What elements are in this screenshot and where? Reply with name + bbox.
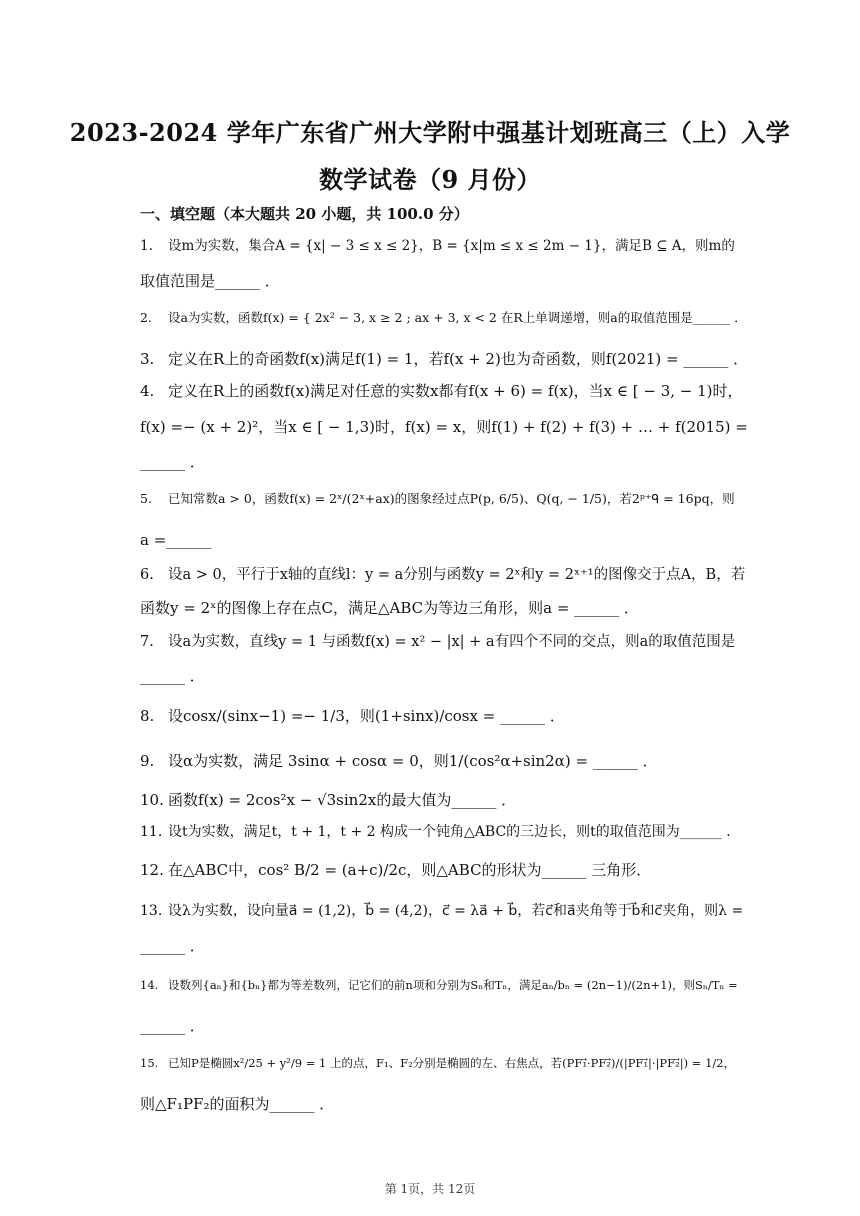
question-10 [140,790,750,810]
question-number: 10. [140,791,164,809]
question-number: 1. [140,238,153,254]
question-text: 设cosx/(sinx−1) =− 1/3，则(1+sinx)/cosx = ______ ． [168,707,565,725]
question-number: 4. [140,382,155,400]
question-text: 设t为实数，满足t，t + 1，t + 2 构成一个钝角△ABC的三边长，则t的取值范围为______ ． [168,824,741,840]
page-footer: 第 1页，共 12页 [384,1182,476,1196]
question-number: 6. [140,567,154,583]
question-text: 设α为实数，满足 3sinα + cosα = 0，则1/(cos²α+sin2α) = ______ ． [168,752,658,770]
question-12 [140,860,750,880]
question-8 [140,706,750,726]
question-number: 14. [140,978,159,992]
question-number: 7. [140,634,154,650]
question-number: 9. [140,752,155,770]
exam-title-line-2: 数学试卷（9 月份） [318,165,542,194]
question-number: 2. [140,310,152,325]
question-text: 在△ABC中，cos² B/2 = (a+c)/2c，则△ABC的形状为______ 三角形． [168,861,652,879]
question-1 [140,236,750,256]
question-5-line-2: a =______ [140,531,212,549]
question-text: 已知P是椭圆x²/25 + y²/9 = 1 上的点，F₁、F₂分别是椭圆的左、右焦点，若(PF₁⃗·PF₂⃗)/(|PF₁⃗|·|PF₂⃗|) = 1/2， [168,1056,736,1070]
question-number: 5. [140,491,152,506]
question-text: 定义在R上的函数f(x)满足对任意的实数x都有f(x + 6) = f(x)，当x ∈ [ − 3, − 1)时， [168,382,743,400]
question-13-line-2: ______ ． [140,937,205,955]
question-text: 设a为实数，函数f(x) = { 2x² − 3, x ≥ 2 ; ax + 3, x < 2 在R上单调递增，则a的取值范围是______ ． [168,310,747,325]
question-6 [140,565,750,585]
question-14 [140,975,750,995]
question-text: 函数f(x) = 2cos²x − √3sin2x的最大值为______ ． [168,791,517,809]
question-4 [140,381,750,401]
question-4-line-2: f(x) =− (x + 2)²，当x ∈ [ − 1,3)时，f(x) = x，则f(1) + f(2) + f(3) + … + f(2015) = [140,418,748,436]
question-number: 3. [140,350,155,368]
question-6-line-2: 函数y = 2ˣ的图像上存在点C，满足△ABC为等边三角形，则a = ______ ． [140,599,639,617]
question-7 [140,632,750,652]
question-number: 8. [140,707,155,725]
question-2 [140,308,750,328]
question-11 [140,822,750,842]
question-number: 11. [140,824,163,840]
question-15 [140,1053,750,1073]
question-9 [140,751,750,771]
question-text: 设m为实数，集合A = {x| − 3 ≤ x ≤ 2}，B = {x|m ≤ x ≤ 2m − 1}，满足B ⊆ A，则m的 [168,238,735,254]
exam-title-line-1: 2023-2024 学年广东省广州大学附中强基计划班高三（上）入学 [69,118,791,147]
question-text: 已知常数a > 0，函数f(x) = 2ˣ/(2ˣ+ax)的图象经过点P(p, 6/5)、Q(q, − 1/5)，若2ᵖ⁺ᑫ = 16pq，则 [168,491,735,506]
question-5 [140,489,750,509]
section-heading: 一、填空题（本大题共 20 小题，共 100.0 分） [140,205,469,223]
question-text: 设a为实数，直线y = 1 与函数f(x) = x² − |x| + a有四个不同的交点，则a的取值范围是 [168,634,736,650]
question-4-line-3: ______ ． [140,453,205,471]
question-13 [140,901,750,921]
question-number: 15. [140,1056,159,1070]
question-1-line-2: 取值范围是______ ． [140,272,280,290]
question-14-line-2: ______ ． [140,1017,205,1035]
question-3 [140,349,750,369]
question-number: 13. [140,903,163,919]
question-text: 定义在R上的奇函数f(x)满足f(1) = 1，若f(x + 2)也为奇函数，则f(2021) = ______ ． [168,350,749,368]
question-number: 12. [140,861,164,879]
question-text: 设数列{aₙ}和{bₙ}都为等差数列，记它们的前n项和分别为Sₙ和Tₙ，满足aₙ/bₙ = (2n−1)/(2n+1)，则Sₙ/Tₙ = [168,978,738,992]
question-7-line-2: ______ ． [140,667,205,685]
question-15-line-2: 则△F₁PF₂的面积为______ ． [140,1095,335,1113]
question-text: 设λ为实数，设向量a⃗ = (1,2)，b⃗ = (4,2)，c⃗ = λa⃗ + b⃗，若c⃗和a⃗夹角等于b⃗和c⃗夹角，则λ = [168,903,744,919]
question-text: 设a > 0，平行于x轴的直线l：y = a分别与函数y = 2ˣ和y = 2ˣ⁺¹的图像交于点A，B，若 [168,567,746,583]
